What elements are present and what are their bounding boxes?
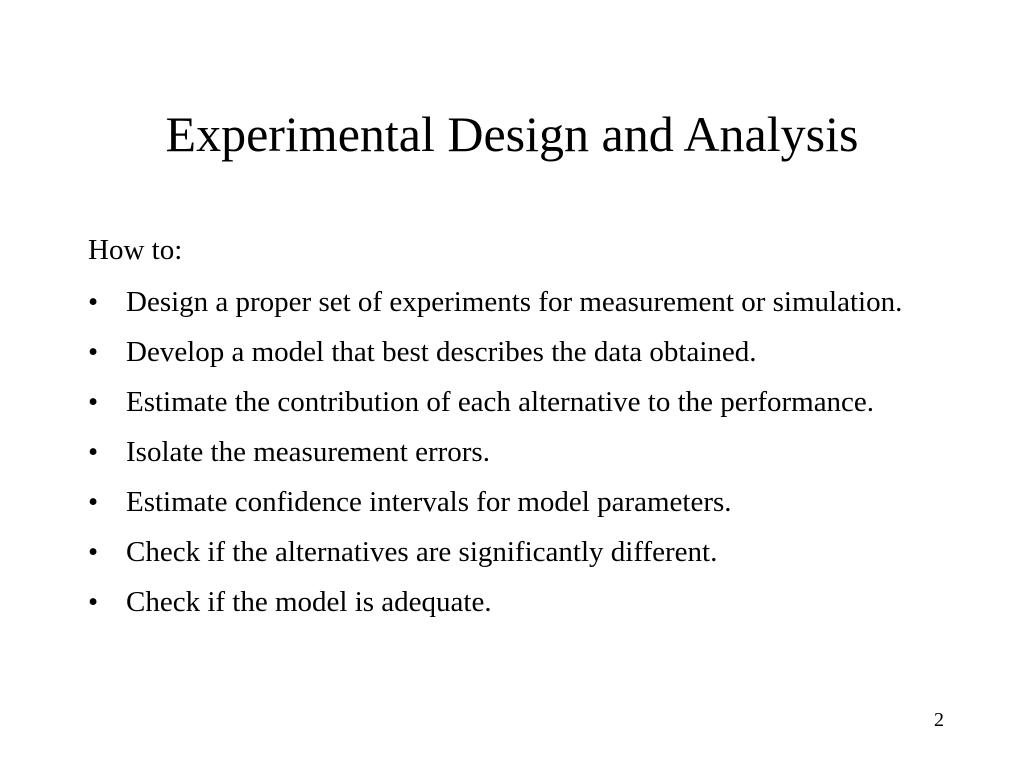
bullet-text: Estimate the contribution of each alternative to the performance. (126, 386, 875, 418)
bullet-item-4 (88, 432, 928, 472)
bullet-text: Estimate confidence intervals for model parameters. (126, 486, 732, 518)
bullet-marker: • (88, 486, 99, 518)
bullet-item-1 (88, 282, 928, 322)
bullet-list (88, 282, 928, 632)
bullet-marker: • (88, 336, 99, 368)
bullet-item-7 (88, 582, 928, 622)
bullet-item-5 (88, 482, 928, 522)
bullet-marker: • (88, 386, 99, 418)
bullet-text: Check if the model is adequate. (126, 586, 492, 618)
bullet-text: Check if the alternatives are significantly different. (126, 536, 718, 568)
bullet-item-2 (88, 332, 928, 372)
bullet-text: Develop a model that best describes the data obtained. (126, 336, 757, 368)
intro-text: How to: (88, 234, 183, 266)
bullet-text: Design a proper set of experiments for measurement or simulation. (126, 286, 903, 318)
slide-title: Experimental Design and Analysis (165, 106, 859, 162)
bullet-item-3 (88, 382, 928, 422)
bullet-marker: • (88, 586, 99, 618)
page-number: 2 (934, 709, 944, 731)
bullet-marker: • (88, 436, 99, 468)
bullet-marker: • (88, 286, 99, 318)
bullet-marker: • (88, 536, 99, 568)
bullet-text: Isolate the measurement errors. (126, 436, 490, 468)
bullet-item-6 (88, 532, 928, 572)
